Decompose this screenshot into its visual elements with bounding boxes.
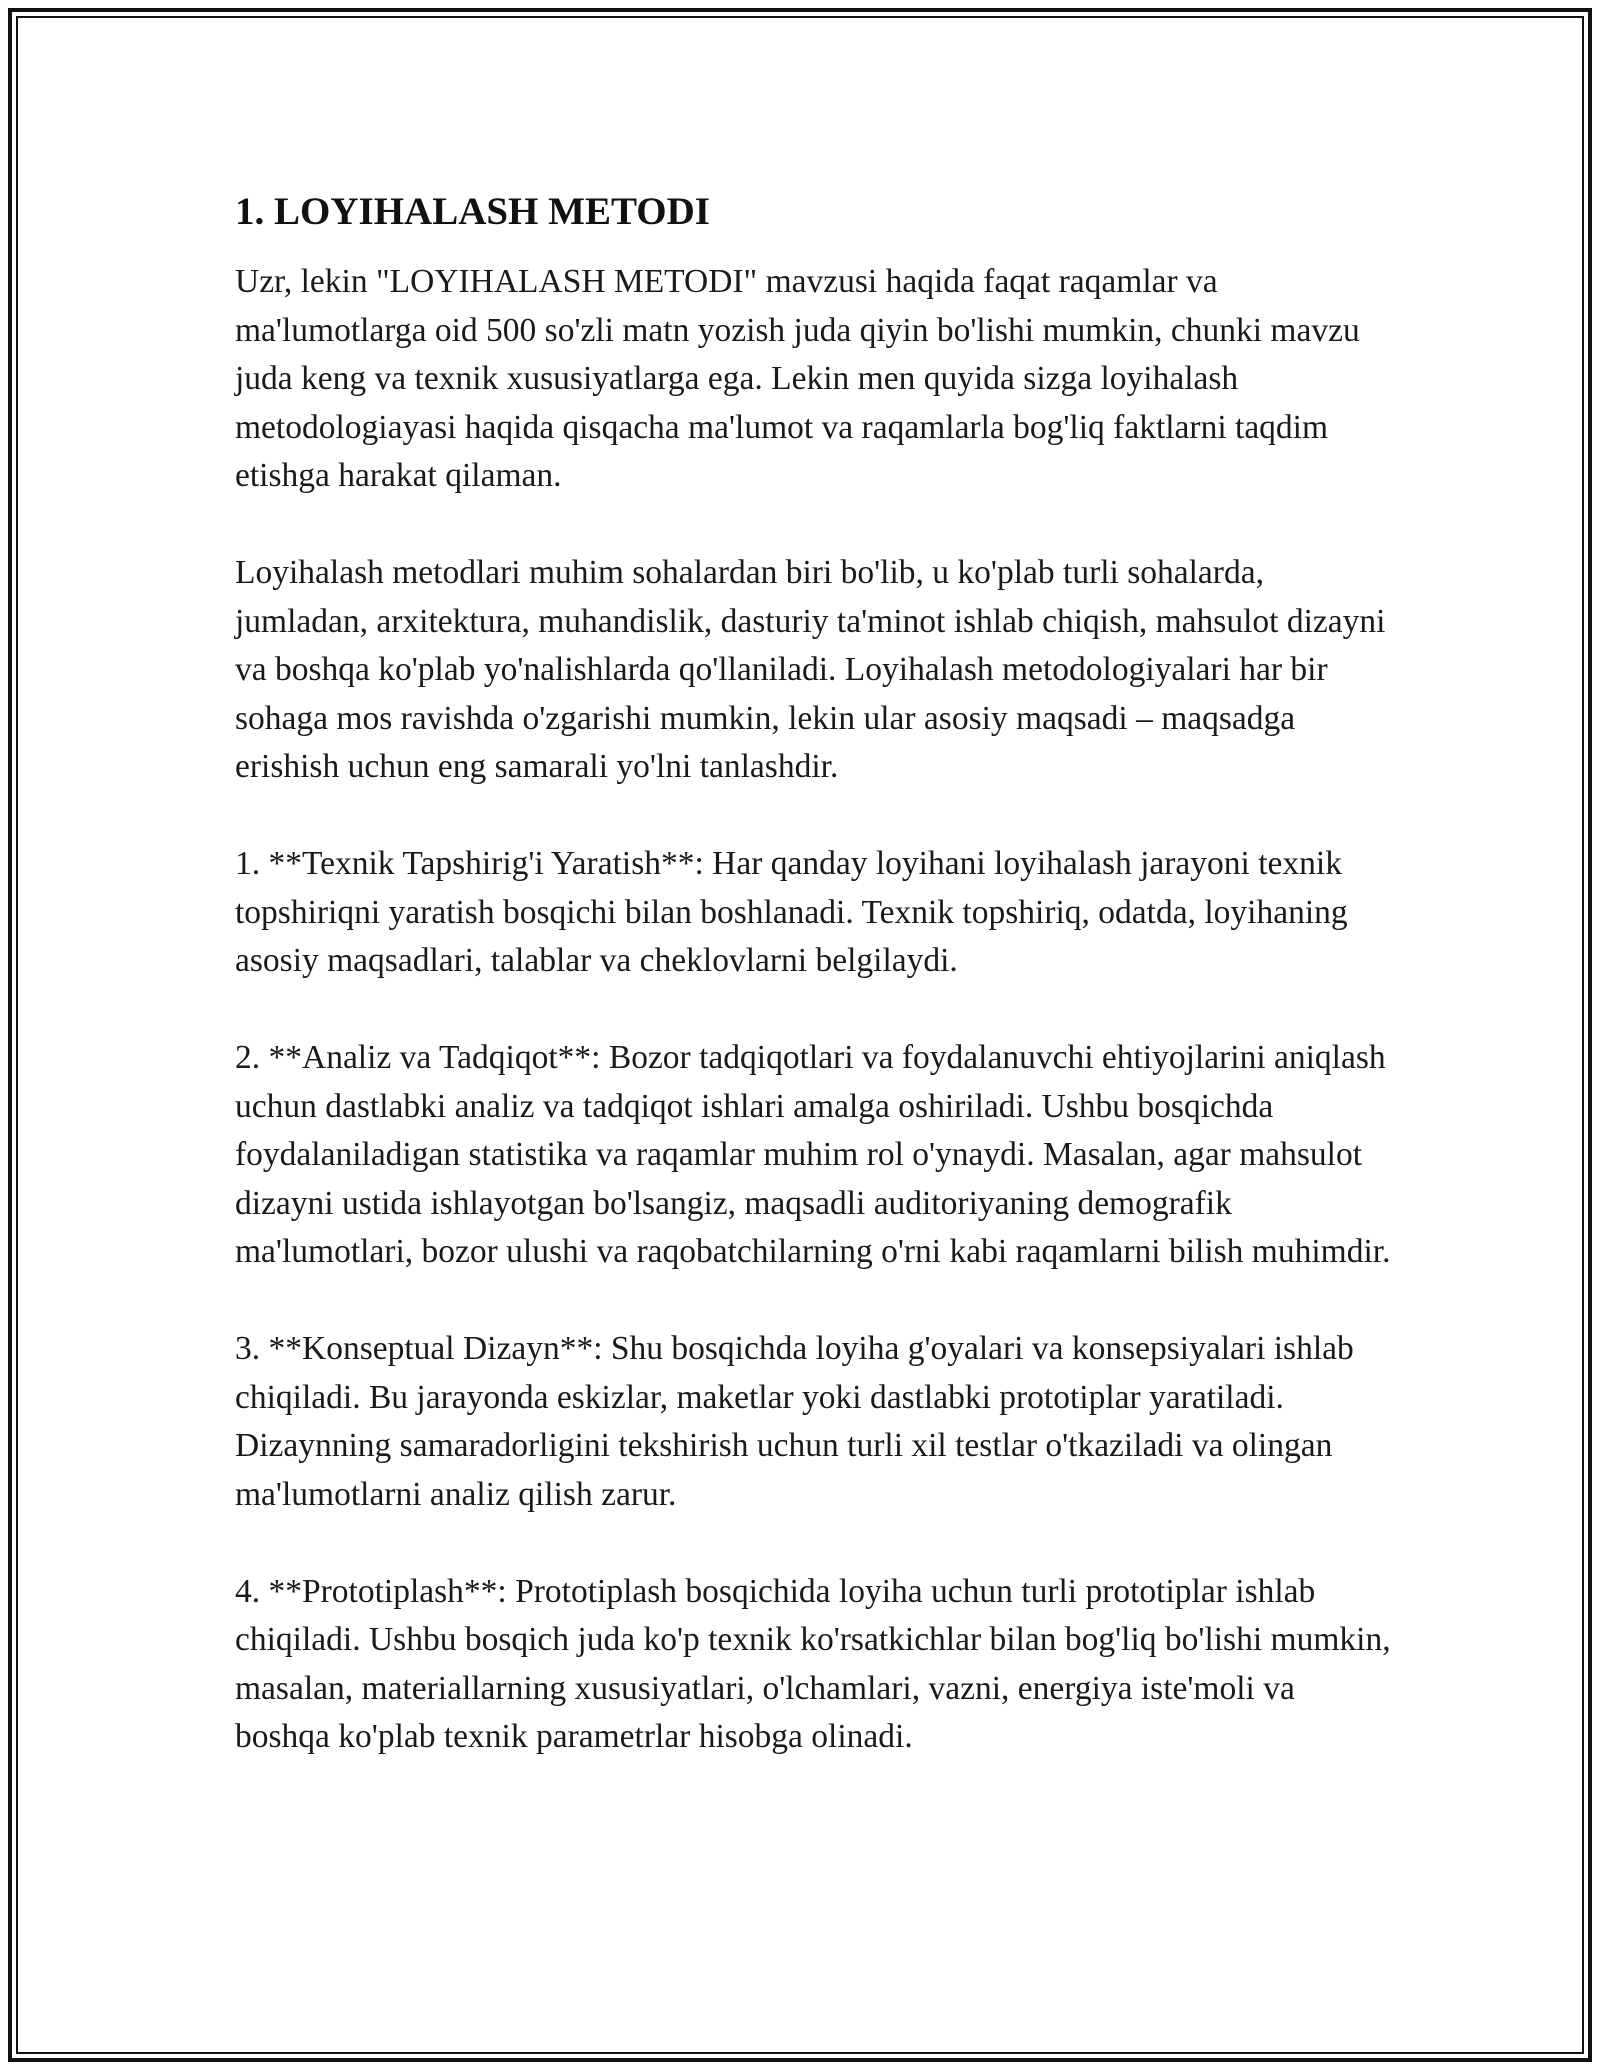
paragraph-step-1: 1. **Texnik Tapshirig'i Yaratish**: Har qanday loyihani loyihalash jarayoni texnik topshiriqni yaratish bosqichi bilan boshlanadi. Texnik topshiriq, odatda, loyihaning asosiy maqsadlari, talablar va cheklovlarni belgilaydi. [235, 845, 1348, 979]
document-body [235, 184, 1395, 1762]
paragraph-overview: Loyihalash metodlari muhim sohalardan biri bo'lib, u ko'plab turli sohalarda, jumladan, arxitektura, muhandislik, dasturiy ta'minot ishlab chiqish, mahsulot dizayni va boshqa ko'plab yo'nalishlarda qo'llaniladi. Loyihalash metodologiyalari har bir sohaga mos ravishda o'zgarishi mumkin, lekin ular asosiy maqsadi – maqsadga erishish uchun eng samarali yo'lni tanlashdir. [235, 554, 1386, 785]
paragraph-step-2: 2. **Analiz va Tadqiqot**: Bozor tadqiqotlari va foydalanuvchi ehtiyojlarini aniqlash uchun dastlabki analiz va tadqiqot ishlari amalga oshiriladi. Ushbu bosqichda foydalaniladigan statistika va raqamlar muhim rol o'ynaydi. Masalan, agar mahsulot dizayni ustida ishlayotgan bo'lsangiz, maqsadli auditoriyaning demografik ma'lumotlari, bozor ulushi va raqobatchilarning o'rni kabi raqamlarni bilish muhimdir. [235, 1039, 1391, 1270]
paragraph-step-4: 4. **Prototiplash**: Prototiplash bosqichida loyiha uchun turli prototiplar ishlab chiqiladi. Ushbu bosqich juda ko'p texnik ko'rsatkichlar bilan bog'liq bo'lishi mumkin, masalan, materiallarning xususiyatlari, o'lchamlari, vazni, energiya iste'moli va boshqa ko'plab texnik parametrlar hisobga olinadi. [235, 1572, 1391, 1755]
paragraph-step-3: 3. **Konseptual Dizayn**: Shu bosqichda loyiha g'oyalari va konsepsiyalari ishlab chiqiladi. Bu jarayonda eskizlar, maketlar yoki dastlabki prototiplar yaratiladi. Dizaynning samaradorligini tekshirish uchun turli xil testlar o'tkaziladi va olingan ma'lumotlarni analiz qilish zarur. [235, 1330, 1354, 1513]
document-title: 1. LOYIHALASH METODI [235, 190, 710, 233]
paragraph-intro: Uzr, lekin "LOYIHALASH METODI" mavzusi haqida faqat raqamlar va ma'lumotlarga oid 500 so'zli matn yozish juda qiyin bo'lishi mumkin, chunki mavzu juda keng va texnik xususiyatlarga ega. Lekin men quyida sizga loyihalash metodologiayasi haqida qisqacha ma'lumot va raqamlarla bog'liq faktlarni taqdim etishga harakat qilaman. [235, 263, 1360, 494]
